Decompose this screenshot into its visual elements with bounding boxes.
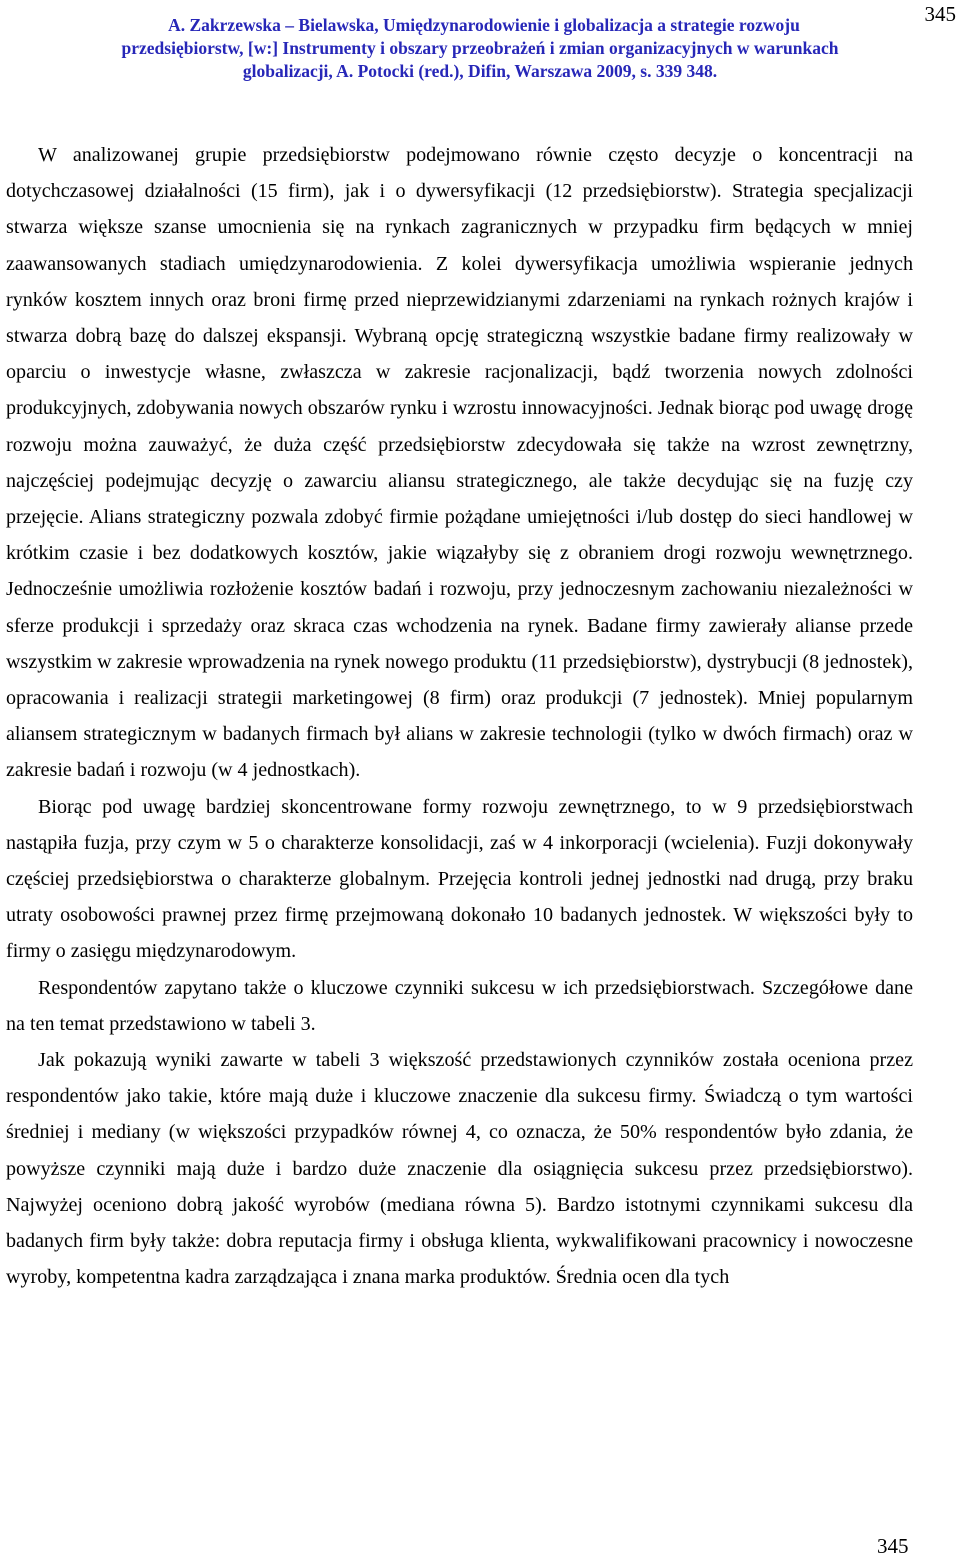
citation-line-2: przedsiębiorstw, [w:] Instrumenty i obszary przeobrażeń i zmian organizacyjnych w warunkach <box>121 38 839 58</box>
body-text <box>6 137 913 1296</box>
page-number-top: 345 <box>924 2 956 26</box>
paragraph: Respondentów zapytano także o kluczowe czynniki sukcesu w ich przedsiębiorstwach. Szczegółowe dane na ten temat przedstawiono w tabeli 3. <box>6 976 913 1035</box>
citation-header <box>0 14 960 83</box>
citation-line-1: A. Zakrzewska – Bielawska, Umiędzynarodowienie i globalizacja a strategie rozwoju <box>168 15 800 35</box>
paragraph: W analizowanej grupie przedsiębiorstw podejmowano równie często decyzje o koncentracji na dotychczasowej działalności (15 firm), jak i o dywersyfikacji (12 przedsiębiorstw). Strategia specjalizacji stwarza większe szanse umocnienia się na rynkach zagranicznych w przypadku firm będących w mniej zaawansowanych stadiach umiędzynarodowienia. Z kolei dywersyfikacja umożliwia wspieranie jednych rynków kosztem innych oraz broni firmę przed nieprzewidzianymi zdarzeniami na rynkach rożnych krajów i stwarza dobrą bazę do dalszej ekspansji. Wybraną opcję strategiczną wszystkie badane firmy realizowały w oparciu o inwestycje własne, zwłaszcza w zakresie racjonalizacji, bądź tworzenia nowych zdolności produkcyjnych, zdobywania nowych obszarów rynku i wzrostu innowacyjności. Jednak biorąc pod uwagę drogę rozwoju można zauważyć, że duża część przedsiębiorstw zdecydowała się także na wzrost zewnętrzny, najczęściej podejmując decyzję o zawarciu aliansu strategicznego, ale także decydując się na fuzję czy przejęcie. Alians strategiczny pozwala zdobyć firmie pożądane umiejętności i/lub dostęp do sieci handlowej w krótkim czasie i bez dodatkowych kosztów, jakie wiązałyby się z obraniem drogi rozwoju wewnętrznego. Jednocześnie umożliwia rozłożenie kosztów badań i rozwoju, przy jednoczesnym zachowaniu niezależności w sferze produkcji i sprzedaży oraz skraca czas wchodzenia na rynek. Badane firmy zawierały alianse przede wszystkim w zakresie wprowadzenia na rynek nowego produktu (11 przedsiębiorstw), dystrybucji (8 jednostek), opracowania i realizacji strategii marketingowej (8 firm) oraz produkcji (7 jednostek). Mniej popularnym aliansem strategicznym w badanych firmach był alians w zakresie technologii (tylko w dwóch firmach) oraz w zakresie badań i rozwoju (w 4 jednostkach). <box>6 144 913 782</box>
paragraph: Jak pokazują wyniki zawarte w tabeli 3 większość przedstawionych czynników została oceniona przez respondentów jako takie, które mają duże i kluczowe znaczenie dla sukcesu firmy. Świadczą o tym wartości średniej i mediany (w większości przypadków równej 4, co oznacza, że 50% respondentów było zdania, że powyższe czynniki mają duże i bardzo duże znaczenie dla osiągnięcia sukcesu przez przedsiębiorstwo). Najwyżej oceniono dobrą jakość wyrobów (mediana równa 5). Bardzo istotnymi czynnikami sukcesu dla badanych firm były także: dobra reputacja firmy i obsługa klienta, wykwalifikowani pracownicy i nowoczesne wyroby, kompetentna kadra zarządzająca i znana marka produktów. Średnia ocen dla tych <box>6 1049 913 1289</box>
citation-line-3: globalizacji, A. Potocki (red.), Difin, Warszawa 2009, s. 339 348. <box>242 61 718 81</box>
paragraph: Biorąc pod uwagę bardziej skoncentrowane formy rozwoju zewnętrznego, to w 9 przedsiębiorstwach nastąpiła fuzja, przy czym w 5 o charakterze konsolidacji, zaś w 4 inkorporacji (wcielenia). Fuzji dokonywały częściej przedsiębiorstwa o charakterze globalnym. Przejęcia kontroli jednej jednostki nad drugą, przy braku utraty osobowości prawnej przez firmę przejmowaną dokonało 10 badanych jednostek. W większości były to firmy o zasięgu międzynarodowym. <box>6 795 913 963</box>
page-number-bottom: 345 <box>877 1534 909 1558</box>
